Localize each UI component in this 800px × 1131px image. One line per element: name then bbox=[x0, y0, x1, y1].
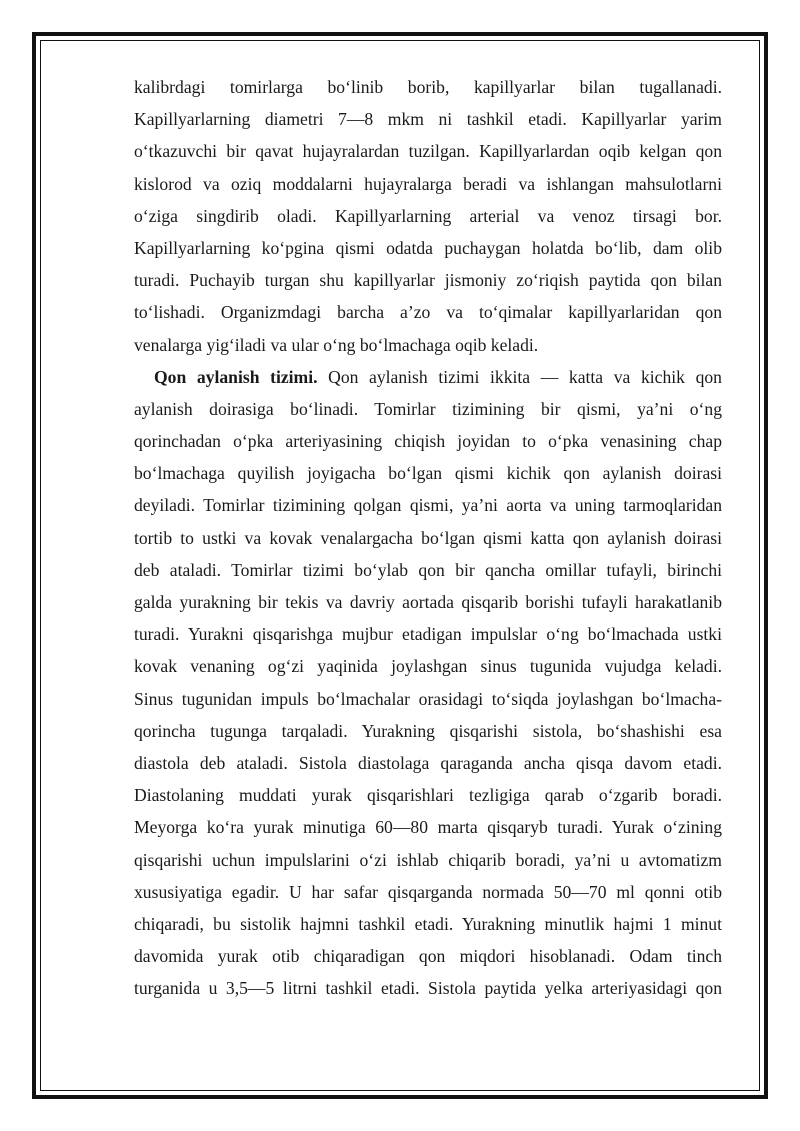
text-line: Kapillyarlarning ko‘pgina qismi odatda puchaygan holatda bo‘lib, dam olib bbox=[134, 237, 722, 258]
text-line: Kapillyarlarning diametri 7—8 mkm ni tashkil etadi. Kapillyarlar yarim bbox=[134, 109, 722, 130]
text-line: kalibrdagi tomirlarga bo‘linib borib, kapillyarlar bilan tugallanadi. bbox=[134, 77, 722, 97]
text-line: o‘tkazuvchi bir qavat hujayralardan tuzilgan. Kapillyarlardan oqib kelgan qon bbox=[134, 141, 722, 162]
paragraph-1 bbox=[134, 71, 722, 361]
text-line: aylanish doirasiga bo‘linadi. Tomirlar tizimining bir qismi, ya’ni o‘ng bbox=[134, 398, 722, 419]
text-line: o‘ziga singdirib oladi. Kapillyarlarning arterial va venoz tirsagi bor. bbox=[134, 205, 722, 226]
text-line: qisqarishi uchun impulslarini o‘zi ishlab chiqarib boradi, ya’ni u avtomatizm bbox=[134, 849, 722, 870]
heading-line-text: Qon aylanish tizimi ikkita — katta va kichik qon bbox=[317, 366, 722, 387]
text-line: kovak venaning og‘zi yaqinida joylashgan sinus tugunida vujudga keladi. bbox=[134, 656, 722, 677]
text-line: tortib to ustki va kovak venalargacha bo‘lgan qismi katta qon aylanish doirasi bbox=[134, 527, 722, 548]
section-heading: Qon aylanish tizimi. bbox=[154, 366, 318, 387]
text-line: Diastolaning muddati yurak qisqarishlari tezligiga qarab o‘zgarib boradi. bbox=[134, 785, 722, 806]
text-line: venalarga yig‘iladi va ular o‘ng bo‘lmachaga oqib keladi. bbox=[134, 334, 539, 355]
paragraph-2 bbox=[134, 361, 722, 1005]
text-line: davomida yurak otib chiqaradigan qon miqdori hisoblanadi. Odam tinch bbox=[134, 946, 722, 967]
text-line: qorinchadan o‘pka arteriyasining chiqish joyidan to o‘pka venasining chap bbox=[134, 431, 722, 452]
text-line: Sinus tugunidan impuls bo‘lmachalar orasidagi to‘siqda joylashgan bo‘lmacha- bbox=[134, 688, 722, 709]
text-line: turganida u 3,5—5 litrni tashkil etadi. Sistola paytida yelka arteriyasidagi qon bbox=[134, 978, 722, 999]
text-line: bo‘lmachaga quyilish joyigacha bo‘lgan qismi kichik qon aylanish doirasi bbox=[134, 463, 722, 484]
text-line: Meyorga ko‘ra yurak minutiga 60—80 marta qisqaryb turadi. Yurak o‘zining bbox=[134, 817, 722, 838]
text-line: kislorod va oziq moddalarni hujayralarga beradi va ishlangan mahsulotlarni bbox=[134, 173, 722, 194]
text-line: to‘lishadi. Organizmdagi barcha a’zo va to‘qimalar kapillyarlaridan qon bbox=[134, 302, 722, 323]
text-line: deb ataladi. Tomirlar tizimi bo‘ylab qon bir qancha omillar tufayli, birinchi bbox=[134, 559, 722, 580]
text-line: qorincha tugunga tarqaladi. Yurakning qisqarishi sistola, bo‘shashishi esa bbox=[134, 720, 722, 741]
text-line: turadi. Puchayib turgan shu kapillyarlar jismoniy zo‘riqish paytida qon bilan bbox=[134, 270, 722, 291]
page-text bbox=[134, 71, 722, 1004]
text-line: turadi. Yurakni qisqarishga mujbur etadigan impulslar o‘ng bo‘lmachada ustki bbox=[134, 624, 722, 645]
text-line bbox=[134, 361, 722, 393]
text-line: chiqaradi, bu sistolik hajmni tashkil etadi. Yurakning minutlik hajmi 1 minut bbox=[134, 913, 722, 934]
text-line: diastola deb ataladi. Sistola diastolaga qaraganda ancha qisqa davom etadi. bbox=[134, 752, 722, 773]
text-line: xususiyatiga egadir. U har safar qisqarganda normada 50—70 ml qonni otib bbox=[134, 881, 722, 902]
text-line: galda yurakning bir tekis va davriy aortada qisqarib borishi tufayli harakatlanib bbox=[134, 592, 722, 612]
text-line: deyiladi. Tomirlar tizimining qolgan qismi, ya’ni aorta va uning tarmoqlaridan bbox=[134, 495, 722, 516]
